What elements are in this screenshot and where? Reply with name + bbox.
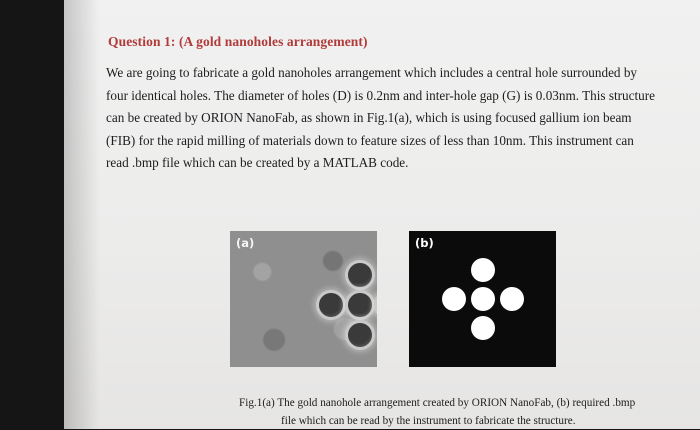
question-paragraph <box>106 62 686 175</box>
bitmap-hole-right <box>500 287 524 311</box>
milled-hole-left <box>319 293 343 317</box>
panel-a-label: (a) <box>236 236 255 250</box>
milled-hole-top <box>348 263 372 287</box>
bitmap-hole-center <box>471 287 495 311</box>
milled-hole-center <box>348 293 372 317</box>
milled-hole-bottom <box>348 323 372 347</box>
panel-b-label: (b) <box>415 236 434 250</box>
document-page <box>64 0 700 429</box>
paragraph-line: four identical holes. The diameter of holes (D) is 0.2nm and inter-hole gap (G) is 0.03nm. This structure <box>106 87 655 103</box>
bitmap-hole-top <box>471 258 495 282</box>
paragraph-line: (FIB) for the rapid milling of materials down to feature sizes of less than 10nm. This instrument can <box>106 132 634 148</box>
bitmap-hole-left <box>442 287 466 311</box>
paragraph-line: read .bmp file which can be created by a MATLAB code. <box>106 155 409 170</box>
figure-caption <box>239 394 679 430</box>
figure-panel-b-bitmap <box>409 231 556 367</box>
bitmap-hole-bottom <box>471 316 495 340</box>
caption-line: Fig.1(a) The gold nanohole arrangement created by ORION NanoFab, (b) required .bmp <box>239 397 636 409</box>
question-title: Question 1: (A gold nanoholes arrangement) <box>108 34 368 49</box>
paragraph-line: can be created by ORION NanoFab, as shown in Fig.1(a), which is using focused gallium ion beam <box>106 110 632 125</box>
figure-panel-a-micrograph <box>230 231 377 367</box>
caption-line: file which can be read by the instrument to fabricate the structure. <box>281 415 576 427</box>
paragraph-line: We are going to fabricate a gold nanoholes arrangement which includes a central hole surrounded by <box>106 65 638 80</box>
